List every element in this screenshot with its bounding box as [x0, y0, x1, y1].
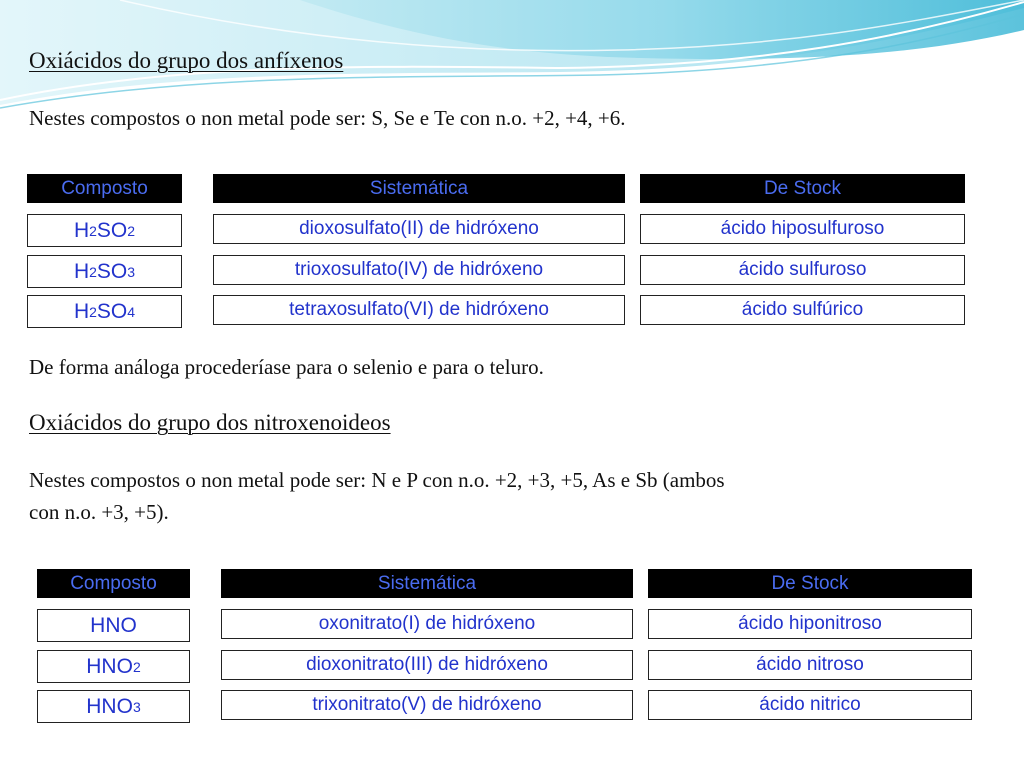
table1-header-stock: De Stock [640, 174, 965, 203]
section1-intro: Nestes compostos o non metal pode ser: S, Se e Te con n.o. +2, +4, +6. [29, 106, 626, 130]
section2-intro-line2: con n.o. +3, +5). [29, 500, 169, 524]
table2-formula-hno2: HNO 2 [37, 650, 190, 683]
table1-sistematica-cell: tetraxosulfato(VI) de hidróxeno [213, 295, 625, 325]
table2-stock-cell: ácido nitroso [648, 650, 972, 680]
table1-stock-cell: ácido sulfuroso [640, 255, 965, 285]
table1-header-sistematica: Sistemática [213, 174, 625, 203]
table2-header-composto: Composto [37, 569, 190, 598]
table1-formula-h2so3: H 2 SO 3 [27, 255, 182, 288]
table2-formula-hno: HNO [37, 609, 190, 642]
table2-formula-hno3: HNO 3 [37, 690, 190, 723]
table2-header-stock: De Stock [648, 569, 972, 598]
table1-formula-h2so2: H 2 SO 2 [27, 214, 182, 247]
table1-sistematica-cell: trioxosulfato(IV) de hidróxeno [213, 255, 625, 285]
table1-formula-h2so4: H 2 SO 4 [27, 295, 182, 328]
table2-stock-cell: ácido hiponitroso [648, 609, 972, 639]
section1-heading: Oxiácidos do grupo dos anfíxenos [29, 48, 344, 73]
table2-stock-cell: ácido nitrico [648, 690, 972, 720]
section2-heading: Oxiácidos do grupo dos nitroxenoideos [29, 410, 391, 435]
table2-header-sistematica: Sistemática [221, 569, 633, 598]
table1-sistematica-cell: dioxosulfato(II) de hidróxeno [213, 214, 625, 244]
section2-intro-line1: Nestes compostos o non metal pode ser: N e P con n.o. +2, +3, +5, As e Sb (ambos [29, 468, 725, 492]
table2-sistematica-cell: dioxonitrato(III) de hidróxeno [221, 650, 633, 680]
table2-sistematica-cell: trixonitrato(V) de hidróxeno [221, 690, 633, 720]
table2-sistematica-cell: oxonitrato(I) de hidróxeno [221, 609, 633, 639]
table1-header-composto: Composto [27, 174, 182, 203]
table1-stock-cell: ácido sulfúrico [640, 295, 965, 325]
section1-note: De forma análoga procederíase para o selenio e para o teluro. [29, 355, 544, 379]
table1-stock-cell: ácido hiposulfuroso [640, 214, 965, 244]
